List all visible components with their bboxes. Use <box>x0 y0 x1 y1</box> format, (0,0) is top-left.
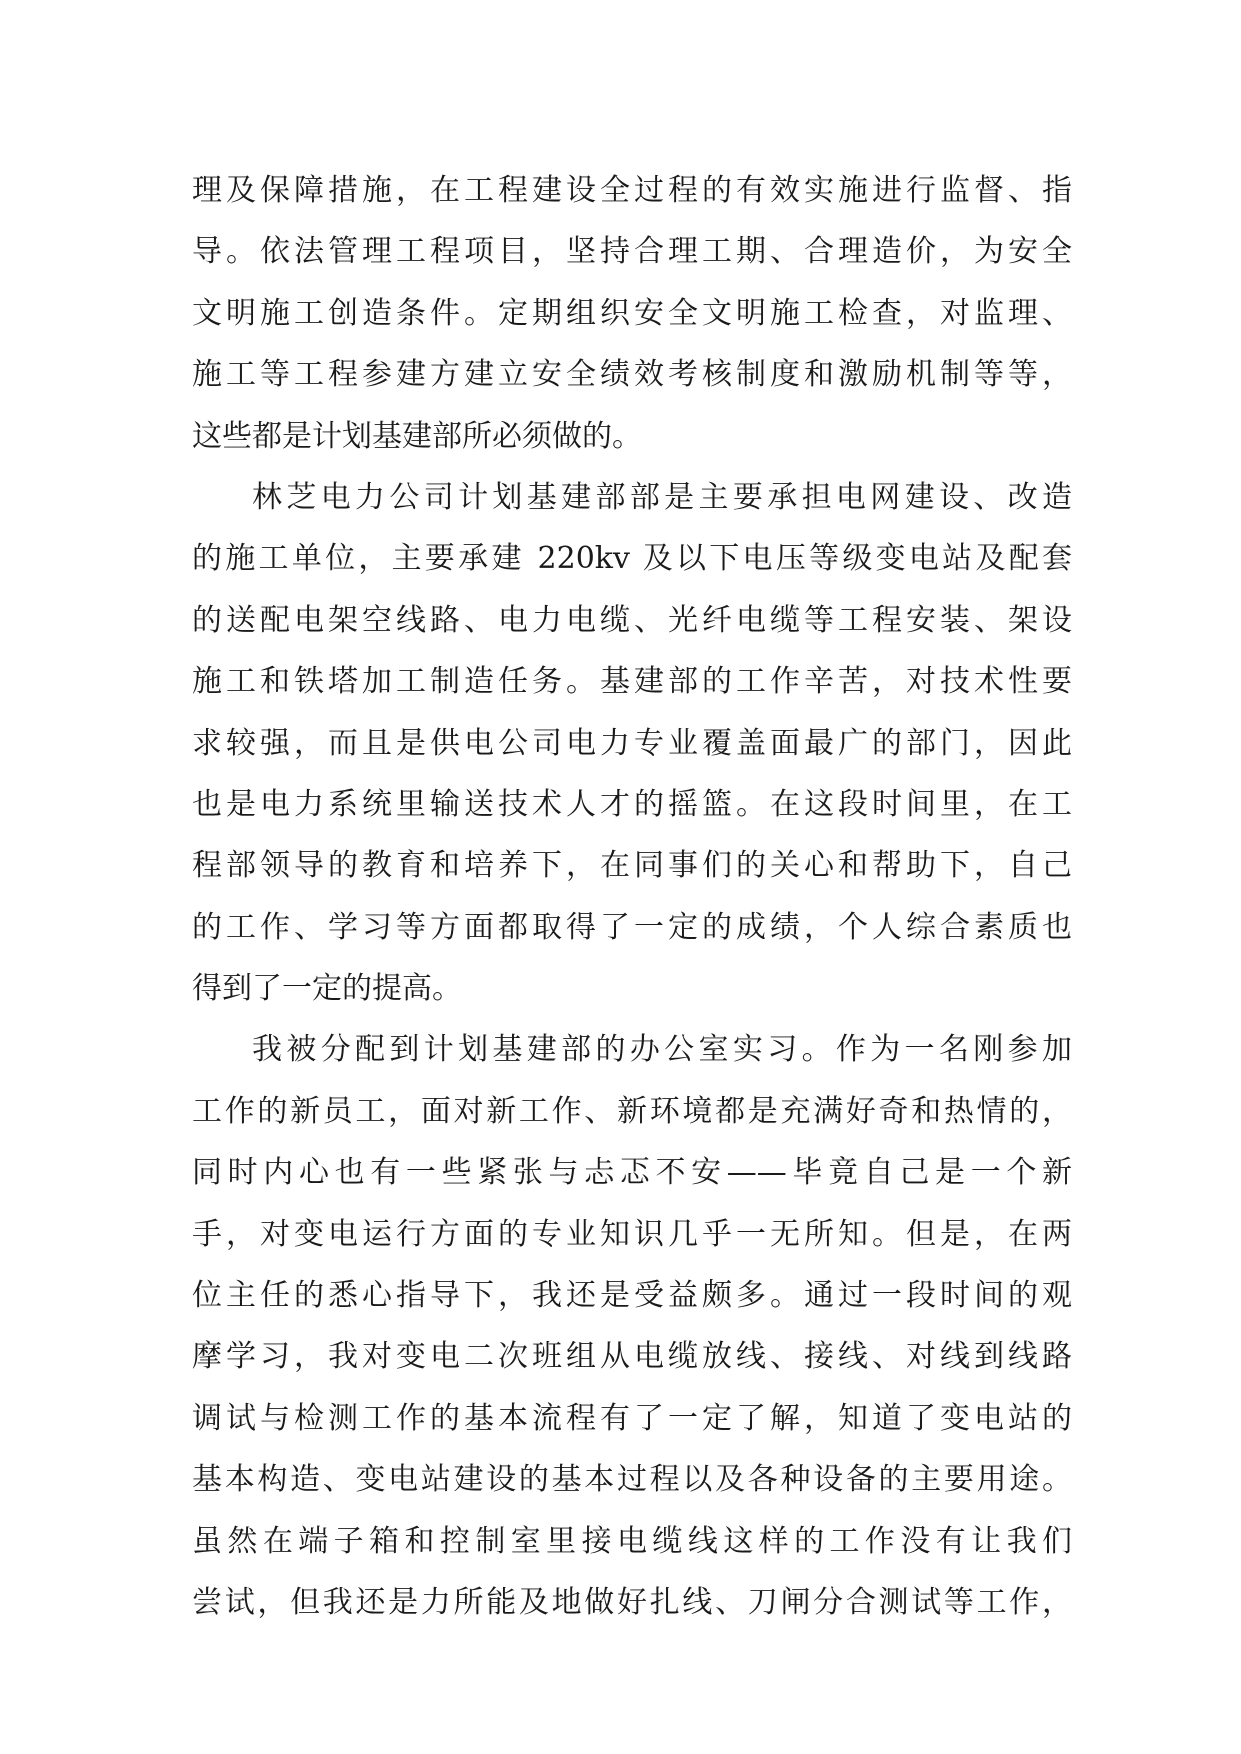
text-line: 位主任的悉心指导下，我还是受益颇多。通过一段时间的观 <box>192 1278 1072 1314</box>
text-line: 求较强，而且是供电公司电力专业覆盖面最广的部门，因此 <box>192 725 1072 761</box>
text-line: 的施工单位，主要承建 220kv 及以下电压等级变电站及配套 <box>192 541 1072 577</box>
paragraph-first-line: 林芝电力公司计划基建部部是主要承担电网建设、改造 <box>252 479 1072 515</box>
text-line: 也是电力系统里输送技术人才的摇篮。在这段时间里，在工 <box>192 786 1072 822</box>
text-line: 手，对变电运行方面的专业知识几乎一无所知。但是，在两 <box>192 1216 1072 1252</box>
text-line: 得到了一定的提高。 <box>192 971 462 1007</box>
paragraph-first-line: 我被分配到计划基建部的办公室实习。作为一名刚参加 <box>252 1032 1072 1068</box>
text-line: 的送配电架空线路、电力电缆、光纤电缆等工程安装、架设 <box>192 602 1072 638</box>
text-line: 调试与检测工作的基本流程有了一定了解，知道了变电站的 <box>192 1400 1072 1436</box>
text-line: 导。依法管理工程项目，坚持合理工期、合理造价，为安全 <box>192 234 1072 270</box>
text-line: 这些都是计划基建部所必须做的。 <box>192 418 642 454</box>
text-line: 程部领导的教育和培养下，在同事们的关心和帮助下，自己 <box>192 848 1072 884</box>
text-line: 文明施工创造条件。定期组织安全文明施工检查，对监理、 <box>192 295 1072 331</box>
text-line: 施工和铁塔加工制造任务。基建部的工作辛苦，对技术性要 <box>192 664 1072 700</box>
text-line: 摩学习，我对变电二次班组从电缆放线、接线、对线到线路 <box>192 1339 1072 1375</box>
text-line: 施工等工程参建方建立安全绩效考核制度和激励机制等等， <box>192 357 1072 393</box>
text-line: 同时内心也有一些紧张与忐忑不安——毕竟自己是一个新 <box>192 1155 1072 1191</box>
text-line: 基本构造、变电站建设的基本过程以及各种设备的主要用途。 <box>192 1462 1072 1498</box>
document-body <box>192 160 1072 1633</box>
text-line: 工作的新员工，面对新工作、新环境都是充满好奇和热情的， <box>192 1093 1072 1129</box>
text-line: 虽然在端子箱和控制室里接电缆线这样的工作没有让我们 <box>192 1523 1072 1559</box>
text-line: 的工作、学习等方面都取得了一定的成绩，个人综合素质也 <box>192 909 1072 945</box>
text-line: 理及保障措施，在工程建设全过程的有效实施进行监督、指 <box>192 173 1072 208</box>
text-line: 尝试，但我还是力所能及地做好扎线、刀闸分合测试等工作， <box>192 1584 1072 1620</box>
